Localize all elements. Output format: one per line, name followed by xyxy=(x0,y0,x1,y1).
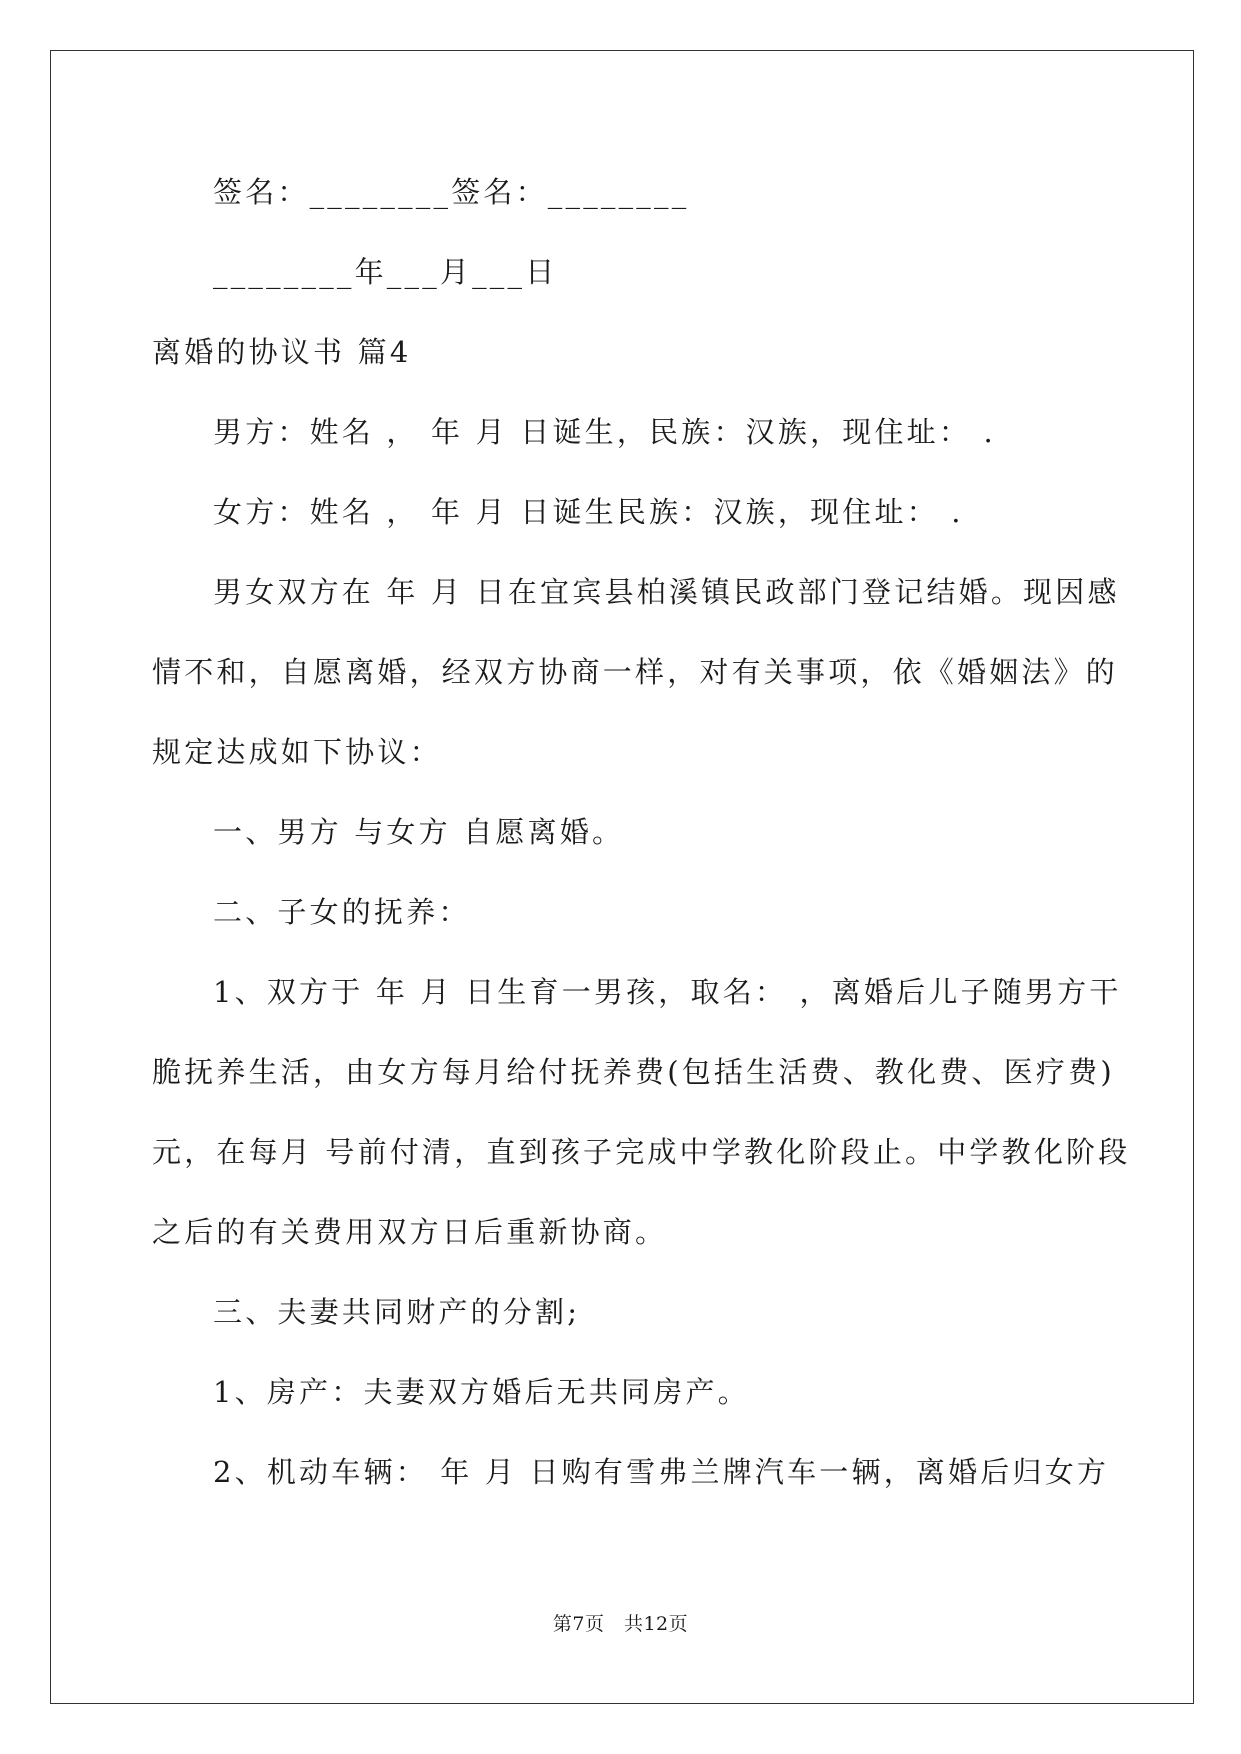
paragraph-line: 1、双方于 年 月 日生育一男孩，取名： ，离婚后儿子随男方干 xyxy=(213,975,1122,1009)
male-party-line: 男方：姓名 ， 年 月 日诞生，民族：汉族，现住址： . xyxy=(213,415,996,449)
clause-line: 一、男方 与女方 自愿离婚。 xyxy=(213,815,625,849)
section-heading: 离婚的协议书 篇4 xyxy=(152,335,412,369)
paragraph-line: 脆抚养生活，由女方每月给付抚养费(包括生活费、教化费、医疗费) xyxy=(152,1055,1115,1089)
page-number-footer: 第7页 共12页 xyxy=(552,1613,689,1635)
clause-heading: 二、子女的抚养： xyxy=(213,895,471,929)
paragraph-line: 情不和，自愿离婚，经双方协商一样，对有关事项，依《婚姻法》的 xyxy=(152,655,1119,689)
date-line: ________年___月___日 xyxy=(213,255,558,289)
signature-line: 签名：________签名：________ xyxy=(213,175,690,209)
paragraph-line: 规定达成如下协议： xyxy=(152,735,442,769)
paragraph-line: 男女双方在 年 月 日在宜宾县柏溪镇民政部门登记结婚。现因感 xyxy=(213,575,1120,609)
clause-heading: 三、夫妻共同财产的分割; xyxy=(213,1295,581,1329)
paragraph-line: 元，在每月 号前付清，直到孩子完成中学教化阶段止。中学教化阶段 xyxy=(152,1135,1131,1169)
paragraph-line: 2、机动车辆： 年 月 日购有雪弗兰牌汽车一辆，离婚后归女方 xyxy=(213,1455,1110,1489)
female-party-line: 女方：姓名 ， 年 月 日诞生民族：汉族，现住址： . xyxy=(213,495,964,529)
paragraph-line: 之后的有关费用双方日后重新协商。 xyxy=(152,1215,668,1249)
paragraph-line: 1、房产：夫妻双方婚后无共同房产。 xyxy=(213,1375,750,1409)
